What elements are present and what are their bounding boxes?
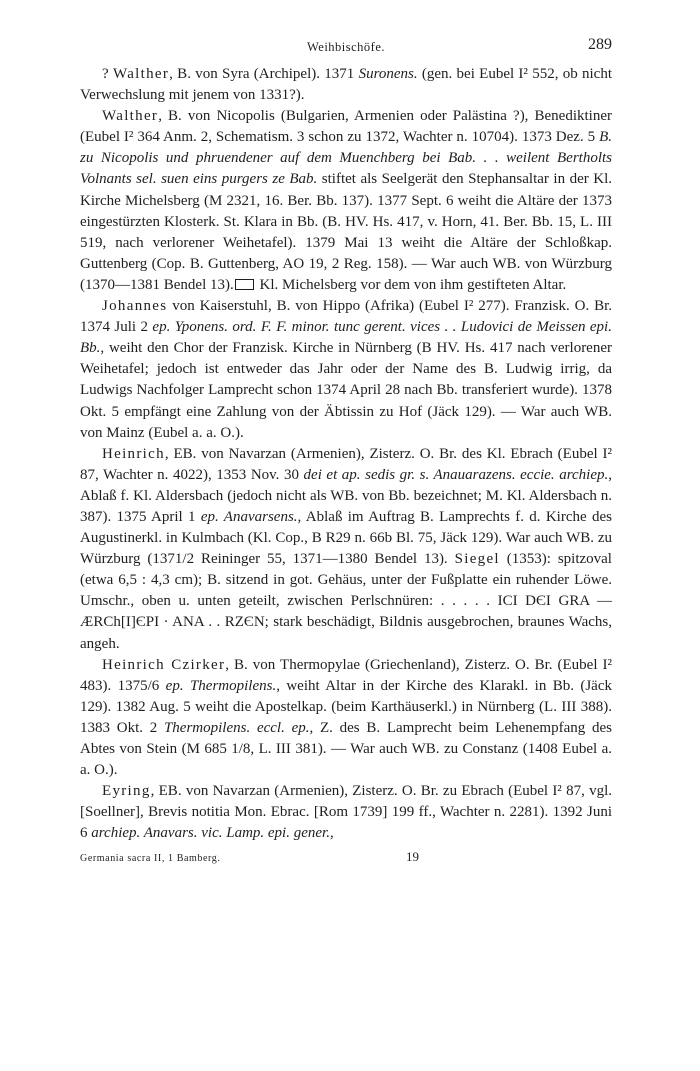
signature-line: Germania sacra II, 1 Bamberg. xyxy=(80,853,221,865)
entry-text: stiftet als Seelgerät den Stephansaltar in der Kl. Kirche Michelsberg (M 2321, 16. Ber. Bb. 137). 1377 Sept. 6 weiht die Altäre der 1373 eingestürzten Klosterk. St. Klara in Bb. (B. HV. Hs. 417, v. Horn, 41. Ber. Bb. 15, L. III 519, nach verlorener Weihetafel). 1379 Mai 13 weiht die Altäre der Schloßkap. Guttenberg (Cop. B. Guttenberg, AO 19, 2 Reg. 158). — War auch WB. von Würzburg (1370—1381 Bendel 13). xyxy=(80,171,612,293)
italic-quotation: archiep. Anavars. vic. Lamp. epi. gener. xyxy=(91,825,330,842)
entry-text: , weiht Altar in der Kirche des Klarakl. in Bb. (Jäck 129). 1382 Aug. 5 weiht die Apostelkap. (beim Karthäuserkl.) in Nürnberg (L. III 388). 1383 Okt. 2 xyxy=(80,677,612,736)
entry-paragraph xyxy=(80,444,612,655)
entries-body xyxy=(80,64,612,844)
page-footer xyxy=(80,846,612,865)
entry-text: , B. von Syra (Archipel). 1371 xyxy=(169,66,359,82)
entry-text: , weiht den Chor der Franzisk. Kirche in Nürnberg (B HV. Hs. 417 nach verlorener Weihetafel; jedoch ist entweder das Jahr oder der Name des B. Ludwig irrig, da Ludwigs Nachfolger Lamprecht schon 1374 April 28 nach Bb. transferiert wurde). 1378 Okt. 5 empfängt eine Zahlung von der Äbtissin zu Hof (Jäck 129). — War auch WB. von Mainz (Eubel a. a. O.). xyxy=(80,340,612,441)
running-title: Weihbischöfe. xyxy=(306,40,386,54)
entry-text: , B. von Nicopolis (Bulgarien, Armenien oder Palästina ?), Benediktiner (Eubel I² 364 Anm. 2, Schematism. 3 schon zu 1372, Wachter n. 10704). 1373 Dez. 5 xyxy=(80,108,612,146)
entry-paragraph xyxy=(80,655,612,782)
entry-text: (1353): spitzoval (etwa 6,5 : 4,3 cm); B. sitzend in got. Gehäus, unter der Fußplatte ein ruhender Löwe. Umschr., oben u. unten geteilt, zwischen Perlschnüren: . . . . . ICI DЄI GRA — ÆRCh[I]ЄPI · ANA . . RZЄN; stark beschädigt, Bildnis ausgebrochen, braunes Wachs, angeh. xyxy=(80,551,612,652)
tomb-symbol-icon xyxy=(235,279,254,290)
italic-quotation: Thermopilens. eccl. ep. xyxy=(163,719,310,736)
page-header xyxy=(80,34,612,56)
entry-name: Eyring xyxy=(102,783,151,800)
entry-name: Walther xyxy=(102,108,159,125)
entry-text: ? xyxy=(102,66,113,82)
entry-text: von Kaiserstuhl, B. von Hippo (Afrika) (Eubel I² 277). Franzisk. O. Br. 1374 Juli 2 xyxy=(80,298,612,336)
italic-quotation: Suronens. xyxy=(358,66,418,82)
entry-text: (gen. bei Eubel I² 552, ob nicht Verwechslung mit jenem von 1331?). xyxy=(80,66,613,104)
entry-text: , xyxy=(329,825,334,842)
italic-quotation: ep. Thermopilens. xyxy=(165,677,277,694)
document-page xyxy=(80,34,613,865)
entry-text: , Ablaß im Auftrag B. Lamprechts f. d. Kirche des Augustinerkl. in Kulmbach (Kl. Cop., B R29 n. 66b Bl. 75, Jäck 129). War auch WB. zu Würzburg (1371/2 Reininger 55, 1371—1380 Bendel 13). xyxy=(80,508,612,568)
entry-name: Johannes xyxy=(102,298,168,315)
entry-text: , EB. von Navarzan (Armenien), Zisterz. O. Br. zu Ebrach (Eubel I² 87, vgl. [Soellner], Brevis notitia Mon. Ebrac. [Rom 1739] 199 ff., Wachter n. 2281). 1392 Juni 6 xyxy=(80,783,612,842)
entry-name: Walther xyxy=(112,66,170,82)
entry-text: , Ablaß f. Kl. Aldersbach (jedoch nicht als WB. von Bb. bezeichnet; M. Kl. Aldersbach n. 387). 1375 April 1 xyxy=(80,466,612,525)
entry-text: , EB. von Navarzan (Armenien), Zisterz. O. Br. des Kl. Ebrach (Eubel I² 87, Wachter n. 4022), 1353 Nov. 30 xyxy=(80,445,612,483)
entry-name: Heinrich Czirker xyxy=(102,656,226,673)
sheet-number: 19 xyxy=(406,849,419,865)
entry-paragraph xyxy=(80,106,612,296)
entry-paragraph xyxy=(80,296,612,444)
entry-text: , Z. des B. Lamprecht beim Lehenempfang des Abtes von Stein (M 685 1/8, L. III 381). — War auch WB. zu Constanz (1408 Eubel a. a. O.). xyxy=(80,719,612,779)
entry-name: Siegel xyxy=(454,551,500,568)
italic-quotation: ep. Anavarsens. xyxy=(200,508,298,525)
entry-paragraph xyxy=(80,781,612,844)
page-number: 289 xyxy=(588,36,612,53)
italic-quotation: dei et ap. sedis gr. s. Anauarazens. eccie. archiep. xyxy=(303,466,609,483)
entry-name: Heinrich xyxy=(102,445,165,462)
entry-paragraph xyxy=(80,64,612,106)
italic-quotation: B. zu Nicopolis und phruendener auf dem Muenchberg bei Bab. . . weilent Bertholts Volnants sel. suen eins purgers ze Bab. xyxy=(80,129,612,188)
italic-quotation: ep. Yponens. ord. F. F. minor. tunc gerent. vices . . Ludovici de Meissen epi. Bb. xyxy=(80,319,612,357)
entry-text: , B. von Thermopylae (Griechenland), Zisterz. O. Br. (Eubel I² 483). 1375/6 xyxy=(80,656,613,694)
entry-text: Kl. Michelsberg vor dem von ihm gestifteten Altar. xyxy=(255,276,567,293)
